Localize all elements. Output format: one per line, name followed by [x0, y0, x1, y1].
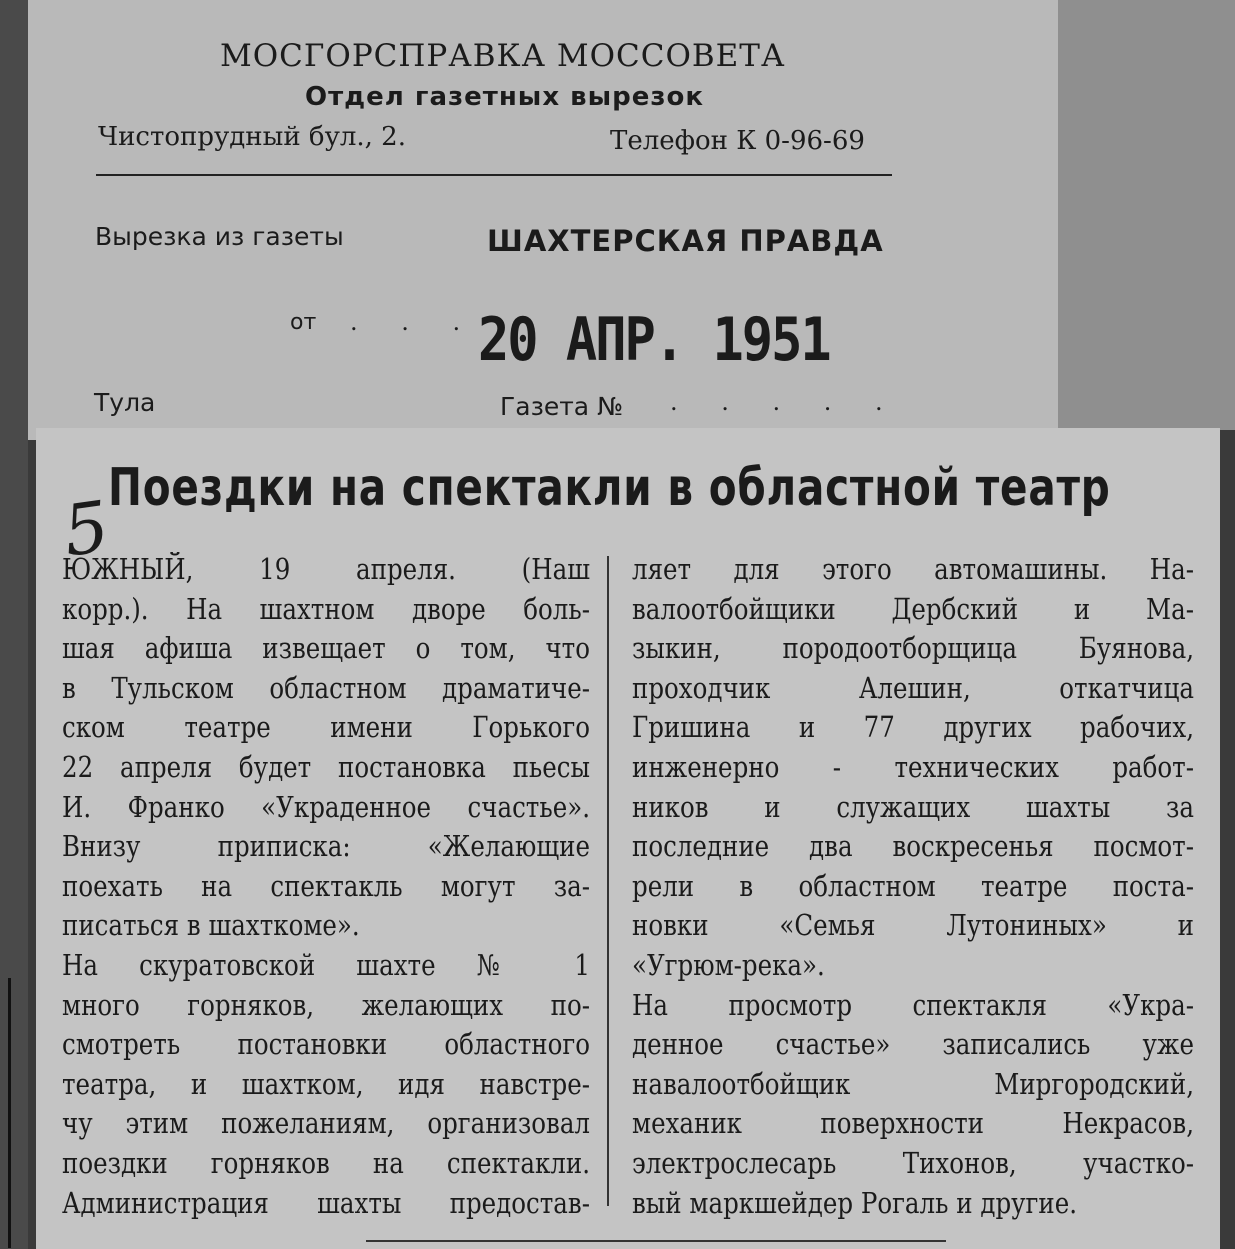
- article-line: На скуратовской шахте № 1: [62, 948, 590, 982]
- from-label: от: [290, 310, 317, 335]
- margin-mark: [8, 978, 11, 1248]
- article-clipping: [36, 428, 1220, 1249]
- article-line: ников и служащих шахты за: [632, 790, 1194, 824]
- city: Тула: [94, 388, 156, 417]
- department-name: Отдел газетных вырезок: [305, 82, 704, 112]
- phone: Телефон К 0-96-69: [610, 126, 865, 156]
- clipping-service-header: [28, 0, 1058, 440]
- cut-label: Вырезка из газеты: [95, 222, 344, 251]
- article-line: ляет для этого автомашины. На-: [632, 553, 1194, 586]
- article-line: последние два воскресенья посмот-: [632, 830, 1194, 864]
- article-line: зыкин, породоотборщица Буянова,: [632, 632, 1194, 666]
- article-line: рели в областном театре поста-: [632, 869, 1194, 903]
- article-line: валоотбойщики Дербский и Ма-: [632, 592, 1194, 626]
- newspaper-name: ШАХТЕРСКАЯ ПРАВДА: [487, 224, 884, 258]
- article-line: механик поверхности Некрасов,: [632, 1107, 1194, 1141]
- org-name: МОСГОРСПРАВКА МОССОВЕТА: [220, 38, 786, 74]
- article-line: 22 апреля будет постановка пьесы: [62, 750, 590, 784]
- article-line: поехать на спектакль могут за-: [62, 869, 590, 903]
- column-divider: [607, 556, 609, 1206]
- article-line: писаться в шахткоме».: [62, 909, 360, 943]
- bottom-rule: [366, 1240, 946, 1242]
- from-dots: . . .: [350, 308, 479, 336]
- article-line: вый маркшейдер Рогаль и другие.: [632, 1186, 1078, 1220]
- article-line: И. Франко «Украденное счастье».: [62, 790, 590, 824]
- handwritten-mark: 5: [58, 485, 115, 573]
- article-line: проходчик Алешин, откатчица: [632, 671, 1194, 705]
- article-line: «Угрюм-река».: [632, 948, 825, 982]
- article-line: в Тульском областном драматиче-: [62, 671, 590, 705]
- issue-dots: . . . . .: [670, 388, 901, 416]
- article-column-left: [62, 550, 590, 1223]
- article-headline: Поездки на спектакли в областной театр: [108, 458, 1111, 518]
- address: Чистопрудный бул., 2.: [98, 122, 406, 152]
- article-line: денное счастье» записались уже: [632, 1028, 1194, 1062]
- article-line: ском театре имени Горького: [62, 711, 590, 745]
- article-line: чу этим пожеланиям, организовал: [62, 1107, 590, 1141]
- article-line: Администрация шахты предостав-: [62, 1186, 590, 1220]
- article-line: театра, и шахтком, идя навстре-: [62, 1067, 590, 1101]
- header-divider: [96, 174, 892, 176]
- article-line: шая афиша извещает о том, что: [62, 632, 590, 666]
- background-strip-right: [1058, 0, 1235, 430]
- article-line: На просмотр спектакля «Укра-: [632, 988, 1194, 1022]
- article-line: Внизу приписка: «Желающие: [62, 830, 590, 864]
- article-line: много горняков, желающих по-: [62, 988, 590, 1022]
- article-line: Гришина и 77 других рабочих,: [632, 711, 1194, 745]
- article-line: смотреть постановки областного: [62, 1028, 590, 1062]
- article-column-right: [632, 550, 1194, 1223]
- article-line: электрослесарь Тихонов, участко-: [632, 1146, 1194, 1180]
- article-line: новки «Семья Лутониных» и: [632, 909, 1194, 943]
- background-strip-left: [0, 0, 28, 1249]
- date-stamp: 20 АПР. 1951: [478, 306, 830, 375]
- article-line: поездки горняков на спектакли.: [62, 1146, 590, 1180]
- article-line: корр.). На шахтном дворе боль-: [62, 592, 590, 626]
- article-line: ЮЖНЫЙ, 19 апреля. (Наш: [62, 553, 590, 586]
- article-line: навалоотбойщик Миргородский,: [632, 1067, 1194, 1101]
- article-line: инженерно - технических работ-: [632, 750, 1194, 784]
- issue-label: Газета №: [500, 392, 624, 421]
